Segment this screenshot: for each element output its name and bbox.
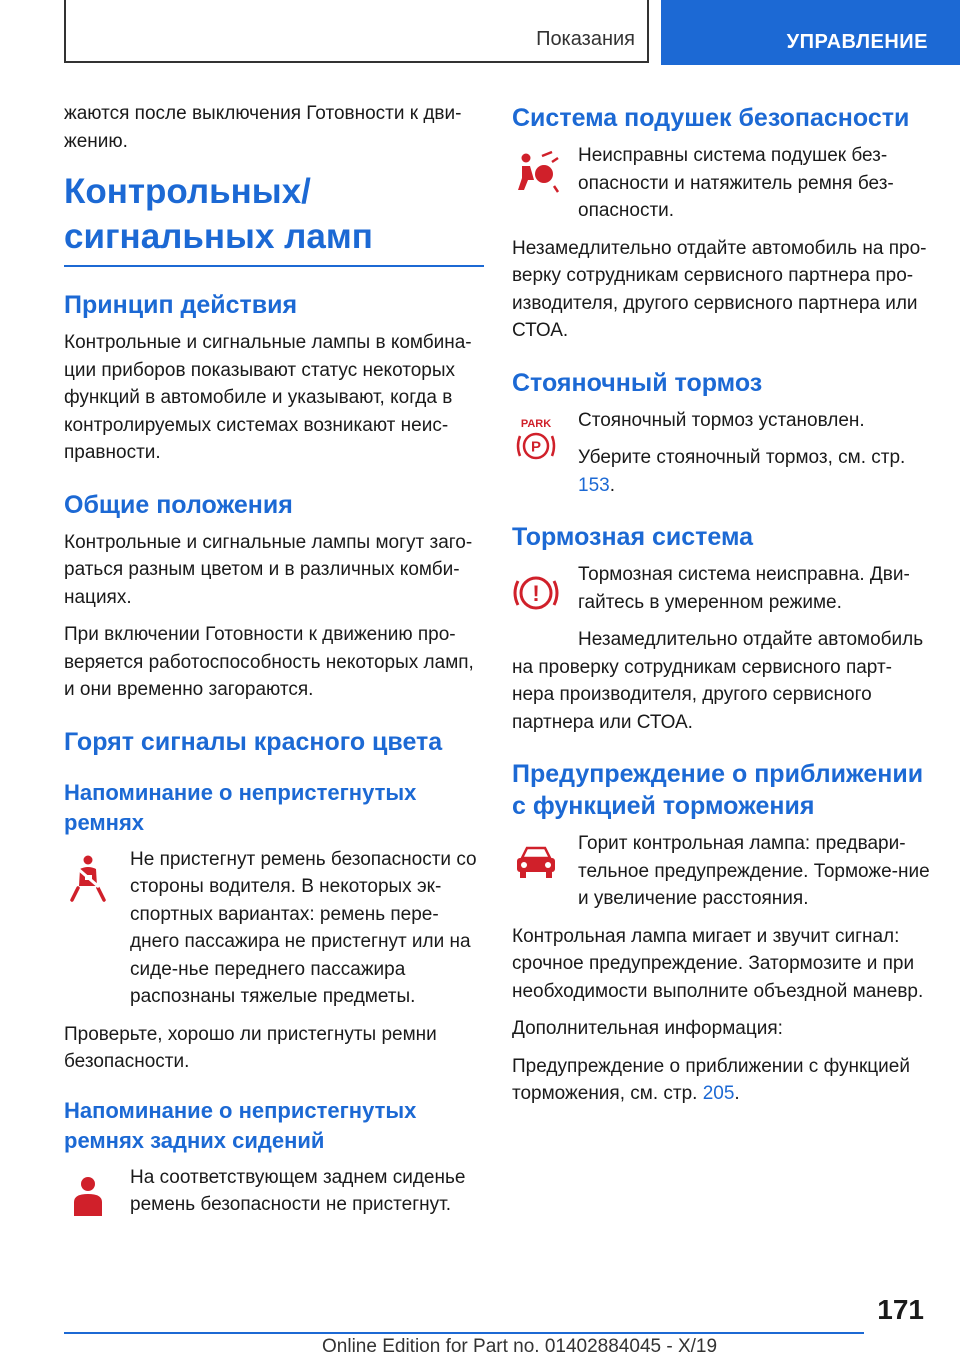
footer-divider <box>64 1332 864 1334</box>
page-link-153[interactable]: 153 <box>578 474 610 496</box>
heading-principle: Принцип действия <box>64 291 298 319</box>
text-approach-4: Предупреждение о приближении с функцией торможения, см. стр. 205. <box>512 1055 910 1104</box>
parking-brake-block <box>512 407 930 500</box>
heading-brake-system: Тормозная система <box>512 523 754 551</box>
text-rear-seatbelt: На соответствующем заднем сиденье ремень безопасности не пристегнут. <box>130 1166 466 1215</box>
text-airbag-1: Неисправны система подушек без-опасности и натяжитель ремня без-опасности. <box>578 145 894 221</box>
text-airbag-2: Незамедлительно отдайте автомобиль на про-верку сотрудникам сервисного партнера про-изводителя, другого сервисного партнера или СТОА. <box>512 237 927 341</box>
brake-system-block <box>512 561 930 616</box>
rear-seatbelt-block <box>64 1164 484 1219</box>
text-principle: Контрольные и сигнальные лампы в комбина-ции приборов показывают статус некоторых функций в автомобиле и указывают, когда в контролируемых системах возникают неис-правности. <box>64 332 472 463</box>
text-approach-3: Дополнительная информация: <box>512 1018 783 1039</box>
heading-seatbelt-reminder: Напоминание о непристегнутых ремнях <box>64 779 417 835</box>
airbag-icon <box>512 150 560 198</box>
header-section-box <box>64 0 649 63</box>
parking-brake-icon <box>512 415 560 463</box>
intro-text: жаются после выключения Готовности к дви-жению. <box>64 103 462 152</box>
heading-general: Общие положения <box>64 490 293 519</box>
text-brake-1: Тормозная система неисправна. Дви-гайтесь в умеренном режиме. <box>578 564 910 613</box>
text-seatbelt-2: Проверьте, хорошо ли пристегнуты ремни безопасности. <box>64 1023 437 1072</box>
text-approach-2: Контрольная лампа мигает и звучит сигнал: срочное предупреждение. Затормозите и при необходимости выполните объездной маневр. <box>512 925 924 1002</box>
page-link-205[interactable]: 205 <box>702 1083 735 1104</box>
heading-rear-seatbelt: Напоминание о непристегнутых ремнях задних сидений <box>64 1097 417 1153</box>
heading-airbag: Система подушек безопасности <box>512 104 910 132</box>
text-parking-brake-2: Уберите стояночный тормоз, см. стр. 153. <box>578 447 906 496</box>
airbag-block <box>512 142 930 225</box>
park-label: PARK <box>520 417 552 430</box>
text-seatbelt-1: Не пристегнут ремень безопасности со стороны водителя. В некоторых эк-спортных вариантах: ремень пере-днего пассажира не пристегнут или на сиде-нье переднего пассажира распознаны тяжелые предметы. <box>130 848 477 1007</box>
page-title: Контрольных/сигнальных ламп <box>64 169 484 267</box>
heading-red-signals: Горят сигналы красного цвета <box>64 727 443 756</box>
text-general-1: Контрольные и сигнальные лампы могут заго-раться разным цветом и в различных комби-нациях. <box>64 531 473 608</box>
header-section-title: Показания <box>536 28 635 50</box>
park-letter: P <box>530 438 542 455</box>
left-column <box>64 100 484 1229</box>
car-front-icon <box>512 838 560 886</box>
approach-warning-block <box>512 830 930 913</box>
text-brake-2: Незамедлительно отдайте автомобиль на проверку сотрудникам сервисного парт-нера производителя, другого сервисного партнера или СТОА. <box>512 629 924 733</box>
seatbelt-block <box>64 846 484 1011</box>
page-number: 171 <box>877 1294 924 1325</box>
rear-seat-person-icon <box>64 1172 112 1220</box>
text-general-2: При включении Готовности к движению про-веряется работоспособность некоторых ламп, и они временно загораются. <box>64 624 474 700</box>
text-approach-1: Горит контрольная лампа: предвари-тельное предупреждение. Торможе-ние и увеличение расстояния. <box>578 833 930 909</box>
heading-approach-warning: Предупреждение о приближении с функцией торможения <box>512 760 924 820</box>
header-chapter-tab[interactable] <box>661 0 960 65</box>
heading-parking-brake: Стояночный тормоз <box>512 368 763 397</box>
text-parking-brake-1: Стояночный тормоз установлен. <box>578 409 865 431</box>
seatbelt-icon <box>64 854 112 902</box>
footer-edition: Online Edition for Part no. 01402884045 - X/19 <box>322 1336 718 1357</box>
brake-warning-icon <box>512 569 560 617</box>
right-column <box>512 100 930 1118</box>
brake-symbol: ! <box>532 581 540 606</box>
header-chapter-title: УПРАВЛЕНИЕ <box>786 31 928 53</box>
